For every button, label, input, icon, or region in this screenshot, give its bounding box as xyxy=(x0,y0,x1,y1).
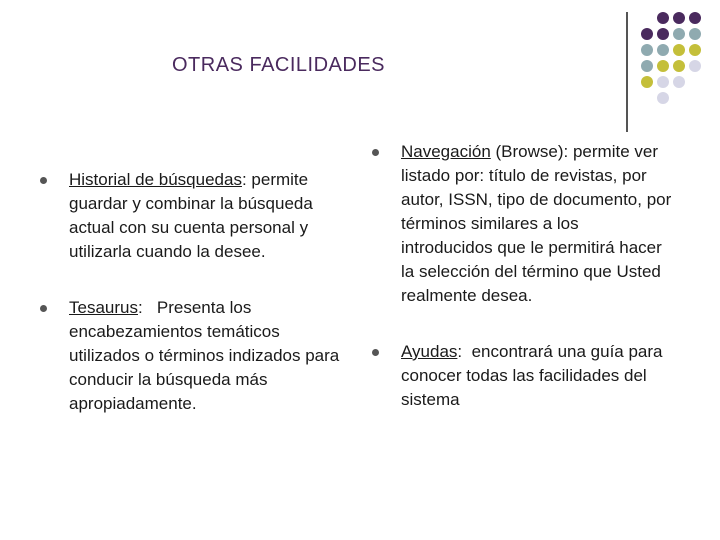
left-column xyxy=(40,168,350,416)
decorative-dot xyxy=(657,44,669,56)
item-heading: Historial de búsquedas xyxy=(69,170,242,189)
item-text: (Browse): permite ver listado por: título de revistas, por autor, ISSN, tipo de documento, por términos similares a los introducidos que le permitirá hacer la selección del término que Usted realmente desea. xyxy=(401,142,672,305)
item-text: Presenta los encabezamientos temáticos utilizados o términos indizados para conducir la búsqueda más apropiadamente. xyxy=(69,298,344,413)
list-item-navegacion xyxy=(372,140,672,308)
decorative-dot xyxy=(673,60,685,72)
list-item-historial xyxy=(40,168,350,264)
decorative-dot xyxy=(657,92,669,104)
right-column xyxy=(372,140,672,412)
bullet-icon xyxy=(40,177,47,184)
decorative-dot xyxy=(673,76,685,88)
decorative-dot xyxy=(641,92,653,104)
bullet-icon xyxy=(372,149,379,156)
decorative-dot xyxy=(641,44,653,56)
item-separator: : xyxy=(137,298,143,317)
decorative-dot xyxy=(689,44,701,56)
decorative-dot xyxy=(689,76,701,88)
decorative-dot xyxy=(657,76,669,88)
decorative-dot xyxy=(641,28,653,40)
decorative-divider xyxy=(626,12,628,132)
page-title: OTRAS FACILIDADES xyxy=(172,54,385,76)
decorative-dot xyxy=(657,28,669,40)
decorative-dot xyxy=(689,12,701,24)
item-separator: : xyxy=(457,342,463,361)
decorative-dot xyxy=(641,60,653,72)
decorative-dot xyxy=(641,76,653,88)
list-item-ayudas xyxy=(372,340,672,412)
bullet-icon xyxy=(40,305,47,312)
item-text: permite guardar y combinar la búsqueda actual con su cuenta personal y utilizarla cuando la desee. xyxy=(69,170,313,261)
decorative-dot xyxy=(689,28,701,40)
decorative-dot-grid xyxy=(641,12,701,104)
decorative-dot xyxy=(689,60,701,72)
item-text: encontrará una guía para conocer todas las facilidades del sistema xyxy=(401,342,668,409)
decorative-dot xyxy=(673,28,685,40)
decorative-dot xyxy=(673,44,685,56)
decorative-dot xyxy=(689,92,701,104)
bullet-icon xyxy=(372,349,379,356)
item-separator: : xyxy=(241,170,247,189)
item-heading: Tesaurus xyxy=(69,298,138,317)
decorative-dot xyxy=(657,12,669,24)
list-item-tesaurus xyxy=(40,296,350,416)
decorative-dot xyxy=(673,12,685,24)
item-heading: Navegación xyxy=(401,142,491,161)
decorative-dot xyxy=(657,60,669,72)
item-heading: Ayudas xyxy=(401,342,458,361)
decorative-dot xyxy=(641,12,653,24)
decorative-dot xyxy=(673,92,685,104)
